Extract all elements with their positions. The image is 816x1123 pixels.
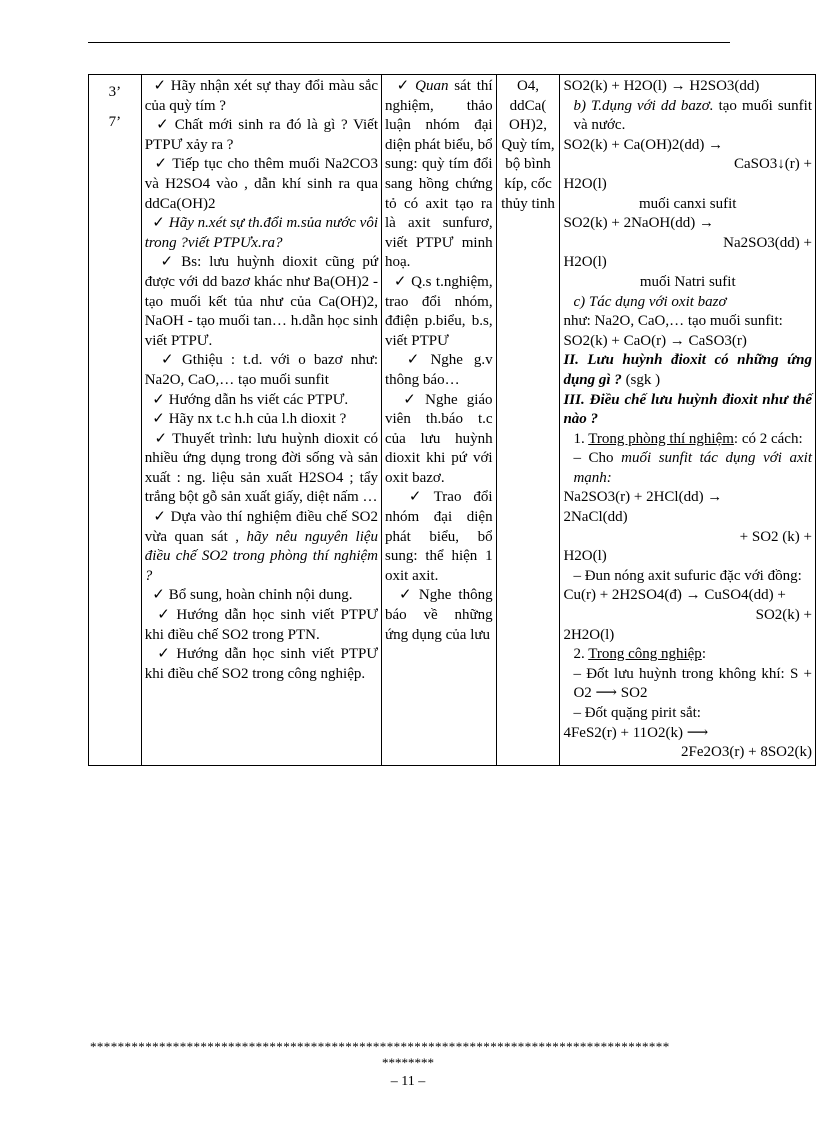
section-c-text: như: Na2O, CaO,… tạo muối sunfit: <box>563 313 783 330</box>
subsection-lab: 1. Trong phòng thí nghiệm: có 2 cách: <box>573 430 803 447</box>
equation-hcl-c: + SO2 (k) + <box>739 528 812 545</box>
equation-copper-a: Cu(r) + 2H2SO4(đ) → CuSO4(dd) + <box>563 587 786 604</box>
subsection-industry: 2. Trong công nghiệp: <box>573 646 706 663</box>
time-1: 3’ <box>108 84 122 100</box>
student-activity-item: ✓ Quan sát thí nghiệm, thảo luận nhóm đại diện phát biểu, bổ sung: quỳ tím đổi sang hồng chứng tỏ có axit tạo ra là axit sunfurơ, viết PTPƯ minh hoạ. <box>385 78 493 271</box>
teacher-activity-item: ✓ Bổ sung, hoàn chỉnh nội dung. <box>144 587 353 604</box>
check-icon: ✓ <box>144 391 165 408</box>
product-name-sodium-sulfite: muối Natri sufit <box>639 273 736 290</box>
teacher-activity-item: ✓ Hướng dẫn học sinh viết PTPƯ khi điều chế SO2 trong công nghiệp. <box>144 646 378 682</box>
teacher-activity-item: ✓ Thuyết trình: lưu huỳnh dioxit có nhiều ứng dụng trong đời sống và sản xuất : ng. liệu sản xuất H2SO4 ; tẩy trắng bột gỗ sản xuất giấy, diệt nấm … <box>144 430 379 506</box>
equation-hcl-a: Na2SO3(r) + 2HCl(dd) → <box>563 489 723 506</box>
equation-hcl-b: 2NaCl(dd) <box>563 509 628 526</box>
equation-cao: SO2(k) + CaO(r) → CaSO3(r) <box>563 332 747 349</box>
student-activities-column <box>382 75 497 766</box>
teacher-activities-column <box>141 75 381 766</box>
teacher-activity-item: ✓ Gthiệu : t.d. với o bazơ như: Na2O, CaO,… tạo muối sunfit <box>144 352 379 388</box>
teacher-activities-list <box>145 77 378 684</box>
footer-stars-2: ******** <box>382 1055 434 1070</box>
section-b-heading: b) T.dụng với dd bazơ. tạo muối sunfit và nước. <box>573 97 812 134</box>
teacher-activity-item: ✓ Hãy nhận xét sự thay đổi màu sắc của quỳ tím ? <box>144 78 379 114</box>
check-icon: ✓ <box>144 78 167 94</box>
teacher-activity-item: ✓ Hướng dẫn hs viết các PTPƯ. <box>144 391 349 408</box>
check-icon: ✓ <box>385 273 408 290</box>
teacher-activity-item: ✓ Tiếp tục cho thêm muối Na2CO3 và H2SO4 vào , dẫn khí sinh ra qua ddCa(OH)2 <box>144 156 379 212</box>
section-c-heading: c) Tác dụng với oxit bazơ <box>573 293 727 310</box>
teacher-activity-item: ✓ Hãy nx t.c h.h của l.h dioxit ? <box>144 411 347 428</box>
check-icon: ✓ <box>144 587 165 604</box>
equation-caoh2-c: H2O(l) <box>563 175 607 192</box>
equation-copper-b: SO2(k) + <box>755 607 812 624</box>
page-number: – 11 – <box>390 1074 426 1089</box>
check-icon: ✓ <box>144 607 173 624</box>
teacher-activity-item: ✓ Dựa vào thí nghiệm điều chế SO2 vừa quan sát , hãy nêu nguyên liệu điều chế SO2 trong phòng thí nghiệm ? <box>144 509 379 584</box>
check-icon: ✓ <box>385 78 412 94</box>
equation-pyrite-b: 2Fe2O3(r) + 8SO2(k) <box>681 744 812 761</box>
teacher-activity-item: ✓ Chất mới sinh ra đó là gì ? Viết PTPƯ xảy ra ? <box>144 117 379 153</box>
method-1: – Cho muối sunfit tác dụng với axit mạnh: <box>573 450 812 486</box>
materials-text: O4, ddCa( OH)2, Quỳ tím, bộ bình kíp, cốc thủy tinh <box>501 78 555 212</box>
check-icon: ✓ <box>144 411 165 428</box>
student-activity-item: ✓ Q.s t.nghiệm, trao đổi nhóm, đđiện p.biểu, b.s, viết PTPƯ <box>385 273 493 349</box>
equation-naoh-c: H2O(l) <box>563 254 607 271</box>
check-icon: ✓ <box>385 489 430 506</box>
content-column <box>560 75 816 766</box>
check-icon: ✓ <box>144 646 173 663</box>
time-column <box>89 75 142 766</box>
student-activity-item: ✓ Trao đổi nhóm đại diện phát biểu, bổ sung: thể hiện 1 oxit axit. <box>385 489 493 584</box>
check-icon: ✓ <box>385 391 422 408</box>
method-4: – Đốt quặng pirit sắt: <box>573 705 701 721</box>
materials-column <box>496 75 560 766</box>
equation-naoh-b: Na2SO3(dd) + <box>723 234 812 251</box>
check-icon: ✓ <box>144 352 178 369</box>
footer-stars: ************************************************************************************ <box>90 1039 670 1054</box>
check-icon: ✓ <box>144 509 167 526</box>
equation-copper-c: 2H2O(l) <box>563 626 615 643</box>
student-activity-item: ✓ Nghe g.v thông báo… <box>385 352 493 388</box>
check-icon: ✓ <box>144 254 178 271</box>
equation-caoh2-a: SO2(k) + Ca(OH)2(dd) → <box>563 136 724 153</box>
check-icon: ✓ <box>385 352 427 369</box>
equation-naoh-a: SO2(k) + 2NaOH(dd) → <box>563 215 714 232</box>
method-2: – Đun nóng axit sufuric đặc với đồng: <box>573 567 802 584</box>
check-icon: ✓ <box>144 430 169 447</box>
section-iii-heading: III. Điều chế lưu huỳnh đioxit như thế nào ? <box>563 391 812 428</box>
teacher-activity-item: ✓ Bs: lưu huỳnh dioxit cũng pứ được với dd bazơ khác như Ba(OH)2 - tạo muối kết tủa như của Ca(OH)2, NaOH - tạo muối tan… h.dẫn học sinh viết PTPƯ. <box>144 254 379 349</box>
table-row <box>89 75 816 766</box>
check-icon: ✓ <box>144 156 169 173</box>
section-ii-heading: II. Lưu huỳnh đioxit có những ứng dụng gì ? (sgk ) <box>563 352 812 388</box>
product-name-calcium-sulfite: muối canxi sufit <box>638 195 737 212</box>
teacher-activity-item: ✓ Hãy n.xét sự th.đổi m.sủa nước vôi trong ?viết PTPƯx.ra? <box>144 215 379 251</box>
teacher-activity-item: ✓ Hướng dẫn học sinh viết PTPƯ khi điều chế SO2 trong PTN. <box>144 607 378 643</box>
student-activity-item: ✓ Nghe thông báo về những ứng dụng của lưu <box>385 587 493 643</box>
equation-caoh2-b: CaSO3↓(r) + <box>733 156 812 173</box>
equation-pyrite-a: 4FeS2(r) + 11O2(k) ⟶ <box>563 724 709 741</box>
student-activities-list <box>385 77 493 645</box>
check-icon: ✓ <box>385 587 415 604</box>
equation-hcl-d: H2O(l) <box>563 548 607 565</box>
check-icon: ✓ <box>144 117 171 134</box>
method-3: – Đốt lưu huỳnh trong không khí: S + O2 ⟶ SO2 <box>573 665 812 702</box>
lesson-table <box>88 74 816 766</box>
header-rule <box>88 42 730 43</box>
time-2: 7’ <box>108 114 122 130</box>
student-activity-item: ✓ Nghe giáo viên th.báo t.c của lưu huỳnh dioxit khi pứ với oxit bazơ. <box>385 391 493 486</box>
equation-so2-water: SO2(k) + H2O(l) → H2SO3(dd) <box>563 78 760 94</box>
check-icon: ✓ <box>144 215 165 232</box>
